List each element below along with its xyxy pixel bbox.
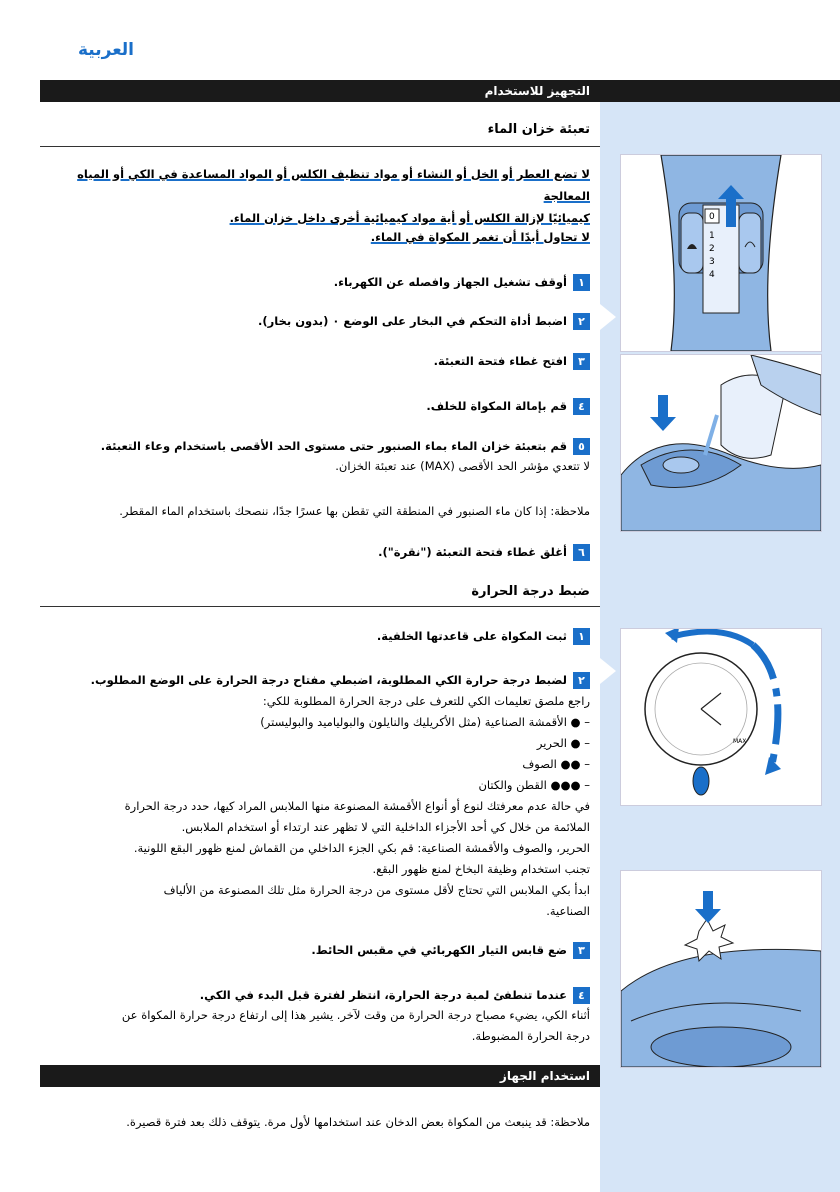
fill-step-5 — [30, 436, 590, 476]
figure-steam-control — [620, 154, 822, 352]
figure-pointer — [600, 304, 616, 330]
temp-step-2 — [30, 670, 590, 690]
step-number: ٥ — [573, 438, 590, 455]
step-number: ١ — [573, 628, 590, 645]
temperature-light-illustration — [621, 871, 821, 1067]
steam-scale-2: 2 — [709, 244, 715, 254]
warning-line-1: لا تضع العطر أو الخل أو النشاء أو مواد تنظيف الكلس أو المواد المساعدة في الكي أو المياه المعالجة — [77, 167, 590, 203]
figure-fill-tank — [620, 354, 822, 532]
step-text: أوقف تشغيل الجهاز وافصله عن الكهرباء. — [333, 275, 567, 289]
step-text: ضع قابس التيار الكهربائي في مقبس الحائط. — [311, 943, 567, 957]
steam-scale-0: 0 — [709, 212, 715, 222]
heading-fill-tank: تعبئة خزان الماء — [487, 122, 590, 137]
fill-step-6 — [30, 542, 590, 562]
temp-step-2-details — [30, 691, 590, 922]
warning-line-2: كيميائيًا لإزالة الكلس أو أية مواد كيميائية أخرى داخل خزان الماء. — [229, 211, 590, 225]
figure-temperature-dial — [620, 628, 822, 806]
step-number: ٦ — [573, 544, 590, 561]
detail-line: تجنب استخدام وظيفة البخاخ لمنع ظهور البقع. — [372, 862, 590, 876]
warning-immerse-text: لا تحاول أبدًا أن تغمر المكواة في الماء. — [370, 230, 590, 244]
fill-step-3 — [30, 351, 590, 371]
step-text: عندما تنطفئ لمبة درجة الحرارة، انتظر لفترة قبل البدء في الكي. — [199, 988, 567, 1002]
fill-step-2 — [30, 311, 590, 331]
step-number: ١ — [573, 274, 590, 291]
use-note: ملاحظة: قد ينبعث من المكواة بعض الدخان عند استخدامها لأول مرة. يتوقف ذلك بعد فترة قصيرة. — [126, 1115, 590, 1129]
step-text: ثبت المكواة على قاعدتها الخلفية. — [376, 629, 567, 643]
detail-line: أثناء الكي، يضيء مصباح درجة الحرارة من وقت لآخر. يشير هذا إلى ارتفاع درجة حرارة المكواة عن — [121, 1008, 590, 1022]
steam-scale-1: 1 — [709, 231, 715, 241]
step-text: أغلق غطاء فتحة التعبئة ("نقرة"). — [378, 545, 567, 559]
fill-note: ملاحظة: إذا كان ماء الصنبور في المنطقة التي تقطن بها عسرًا جدًا، ننصحك باستخدام الماء المقطر. — [119, 504, 590, 518]
fill-step-1 — [30, 272, 590, 292]
temp-step-4 — [30, 985, 590, 1005]
temperature-dial-illustration — [621, 629, 821, 805]
detail-line: راجع ملصق تعليمات الكي للتعرف على درجة الحرارة المطلوبة للكي: — [262, 694, 590, 708]
detail-line: – ●●● القطن والكتان — [478, 778, 590, 792]
heading-temperature: ضبط درجة الحرارة — [471, 584, 590, 599]
steam-scale-3: 3 — [709, 257, 715, 267]
step-subtext: لا تتعدي مؤشر الحد الأقصى (MAX) عند تعبئة الخزان. — [335, 459, 590, 473]
step-number: ٤ — [573, 398, 590, 415]
steam-control-illustration — [621, 155, 821, 351]
heading-rule — [40, 606, 600, 607]
detail-line: في حالة عدم معرفتك لنوع أو أنواع الأقمشة المصنوعة منها الملابس المراد كيها، حدد درجة الحرارة — [124, 799, 590, 813]
detail-line: ابدأ بكي الملابس التي تحتاج لأقل مستوى من درجة الحرارة مثل تلك المصنوعة من الألياف — [163, 883, 590, 897]
language-heading: العربية — [78, 40, 135, 60]
detail-line: – ●● الصوف — [522, 757, 590, 771]
detail-line: الحرير، والصوف والأقمشة الصناعية: قم بكي الجزء الداخلي من القماش لمنع ظهور البقع اللونية. — [133, 841, 590, 855]
step-number: ٤ — [573, 987, 590, 1004]
section-bar-prep: التجهيز للاستخدام — [40, 80, 840, 102]
warning-chemicals — [30, 163, 590, 229]
step-text: افتح غطاء فتحة التعبئة. — [433, 354, 567, 368]
figure-pointer — [600, 658, 616, 684]
temp-step-4-details — [30, 1005, 590, 1047]
detail-line: – ● الأقمشة الصناعية (مثل الأكريليك والنايلون والبولياميد والبوليستر) — [260, 715, 590, 729]
step-text: قم بتعبئة خزان الماء بماء الصنبور حتى مستوى الحد الأقصى باستخدام وعاء التعبئة. — [100, 439, 567, 453]
step-number: ٢ — [573, 313, 590, 330]
detail-line: الصناعية. — [546, 904, 590, 918]
step-text: قم بإمالة المكواة للخلف. — [426, 399, 567, 413]
temp-step-3 — [30, 940, 590, 960]
heading-rule — [40, 146, 600, 147]
step-text: اضبط أداة التحكم في البخار على الوضع ٠ (بدون بخار). — [258, 314, 567, 328]
detail-line: – ● الحرير — [536, 736, 590, 750]
fill-tank-illustration — [621, 355, 821, 531]
detail-line: الملائمة من خلال كي أحد الأجزاء الداخلية التي لا تظهر عند ارتداء أو استخدام الملابس. — [181, 820, 590, 834]
detail-line: درجة الحرارة المضبوطة. — [471, 1029, 590, 1043]
figure-temperature-light — [620, 870, 822, 1068]
steam-scale-4: 4 — [709, 270, 715, 280]
warning-immerse — [30, 226, 590, 248]
section-bar-use: استخدام الجهاز — [40, 1065, 600, 1087]
fill-step-4 — [30, 396, 590, 416]
dial-max-label: MAX — [733, 738, 747, 745]
temp-step-1 — [30, 626, 590, 646]
step-number: ٣ — [573, 353, 590, 370]
step-text: لضبط درجة حرارة الكي المطلوبة، اضبطي مفتاح درجة الحرارة على الوضع المطلوب. — [90, 673, 567, 687]
step-number: ٣ — [573, 942, 590, 959]
step-number: ٢ — [573, 672, 590, 689]
